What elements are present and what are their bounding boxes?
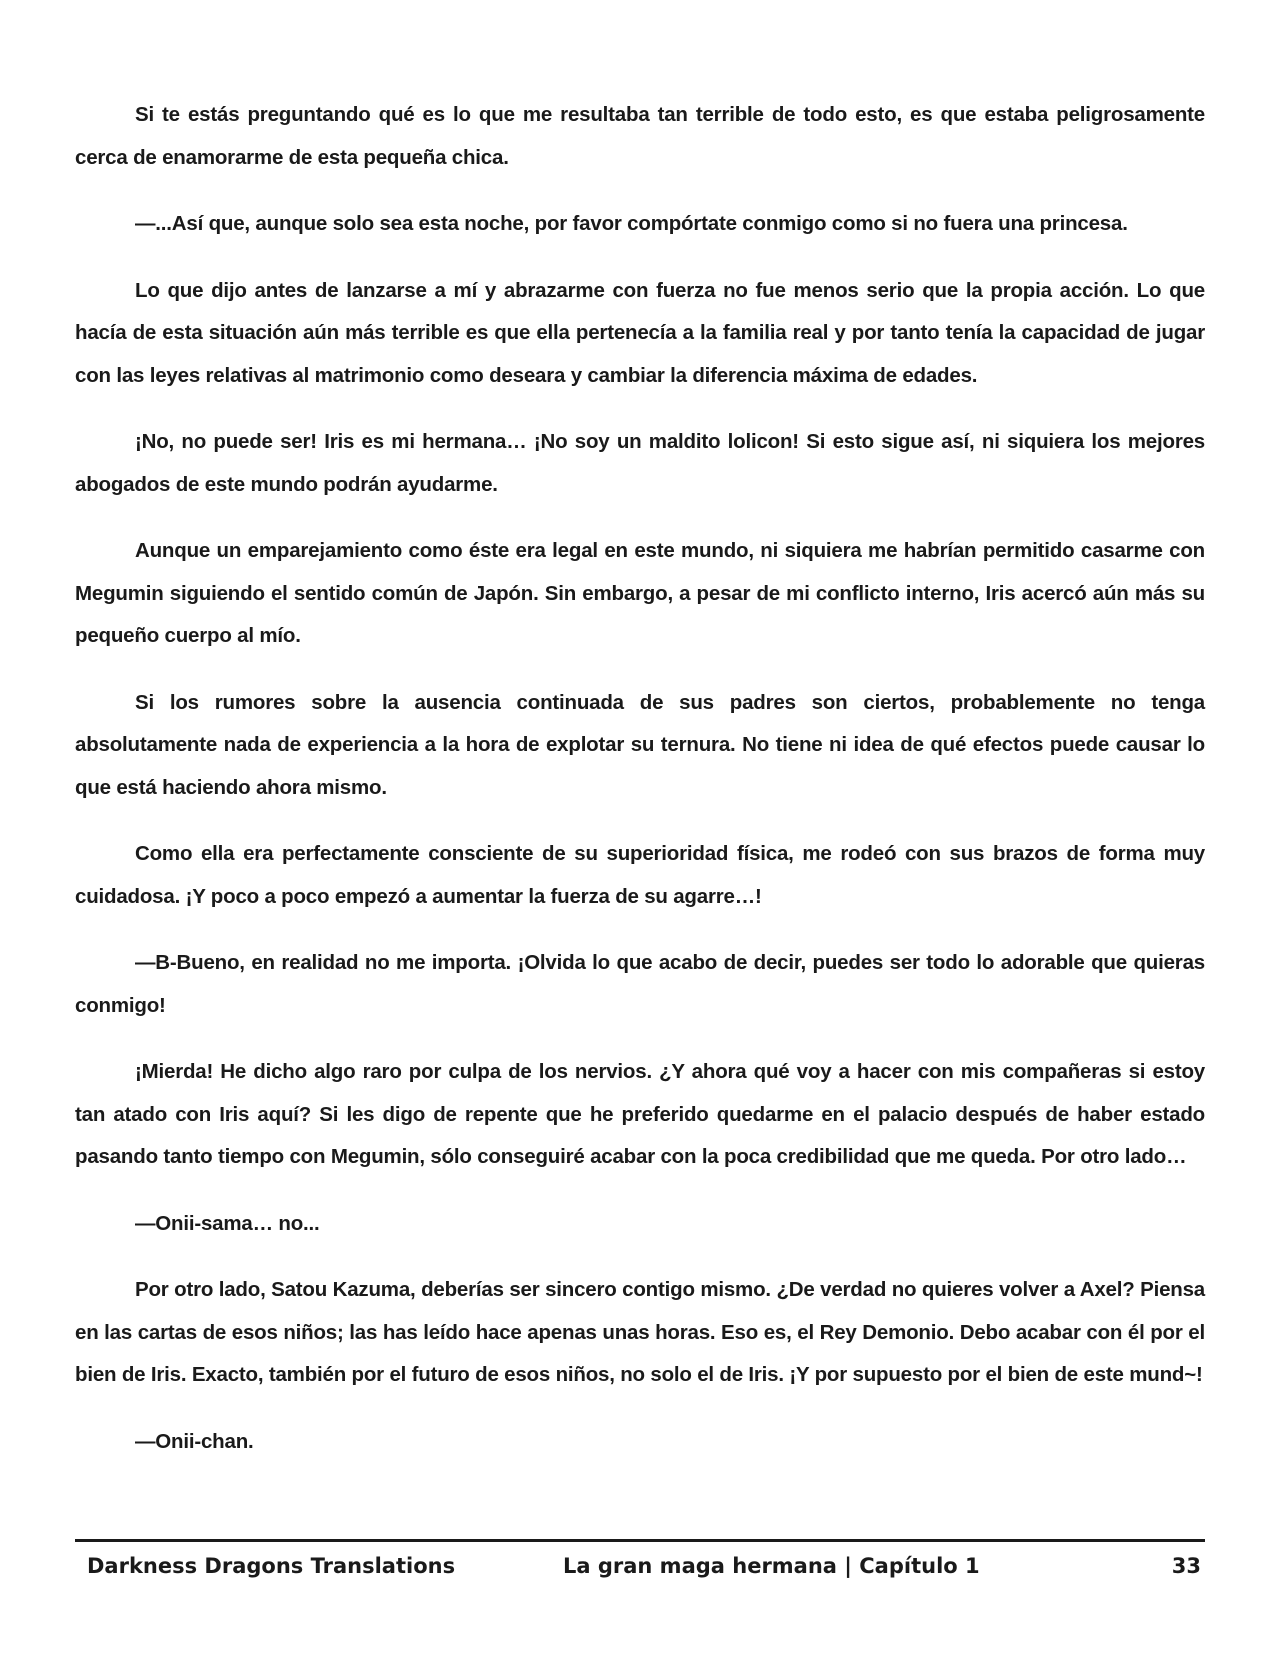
page-footer (75, 1548, 1205, 1588)
footer-translator-credit: Darkness Dragons Translations (87, 1554, 456, 1578)
paragraph: Como ella era perfectamente consciente de su superioridad física, me rodeó con sus brazos de forma muy cuidadosa. ¡Y poco a poco empezó a aumentar la fuerza de su agarre…! (75, 842, 1205, 908)
paragraph: Si los rumores sobre la ausencia continuada de sus padres son ciertos, probablemente no tenga absolutamente nada de experiencia a la hora de explotar su ternura. No tiene ni idea de qué efectos puede causar lo que está haciendo ahora mismo. (75, 690, 1205, 799)
page-number: 33 (1171, 1554, 1201, 1578)
paragraph: —Onii-chan. (135, 1429, 254, 1453)
paragraph: Aunque un emparejamiento como éste era legal en este mundo, ni siquiera me habrían permitido casarme con Megumin siguiendo el sentido común de Japón. Sin embargo, a pesar de mi conflicto interno, Iris acercó aún más su pequeño cuerpo al mío. (75, 539, 1205, 647)
paragraph: —Onii-sama… no... (135, 1211, 320, 1235)
paragraph: Por otro lado, Satou Kazuma, deberías ser sincero contigo mismo. ¿De verdad no quieres volver a Axel? Piensa en las cartas de esos niños; las has leído hace apenas unas horas. Eso es, el Rey Demonio. Debo acabar con él por el bien de Iris. Exacto, también por el futuro de esos niños, no solo el de Iris. ¡Y por supuesto por el bien de este mund~! (75, 1278, 1205, 1386)
footer-divider (75, 1539, 1205, 1542)
paragraph: —...Así que, aunque solo sea esta noche, por favor compórtate conmigo como si no fuera una princesa. (135, 212, 1128, 235)
paragraph: Lo que dijo antes de lanzarse a mí y abrazarme con fuerza no fue menos serio que la propia acción. Lo que hacía de esta situación aún más terrible es que ella pertenecía a la familia real y por tanto tenía la capacidad de jugar con las leyes relativas al matrimonio como deseara y cambiar la diferencia máxima de edades. (75, 278, 1205, 387)
footer-chapter-title: La gran maga hermana | Capítulo 1 (563, 1554, 980, 1578)
body-text (75, 94, 1205, 1487)
paragraph: —B-Bueno, en realidad no me importa. ¡Olvida lo que acabo de decir, puedes ser todo lo adorable que quieras conmigo! (75, 951, 1205, 1017)
paragraph: Si te estás preguntando qué es lo que me resultaba tan terrible de todo esto, es que estaba peligrosamente cerca de enamorarme de esta pequeña chica. (75, 103, 1205, 169)
paragraph: ¡No, no puede ser! Iris es mi hermana… ¡No soy un maldito lolicon! Si esto sigue así, ni siquiera los mejores abogados de este mundo podrán ayudarme. (75, 430, 1205, 496)
paragraph: ¡Mierda! He dicho algo raro por culpa de los nervios. ¿Y ahora qué voy a hacer con mis compañeras si estoy tan atado con Iris aquí? Si les digo de repente que he preferido quedarme en el palacio después de haber estado pasando tanto tiempo con Megumin, sólo conseguiré acabar con la poca credibilidad que me queda. Por otro lado… (75, 1060, 1205, 1168)
